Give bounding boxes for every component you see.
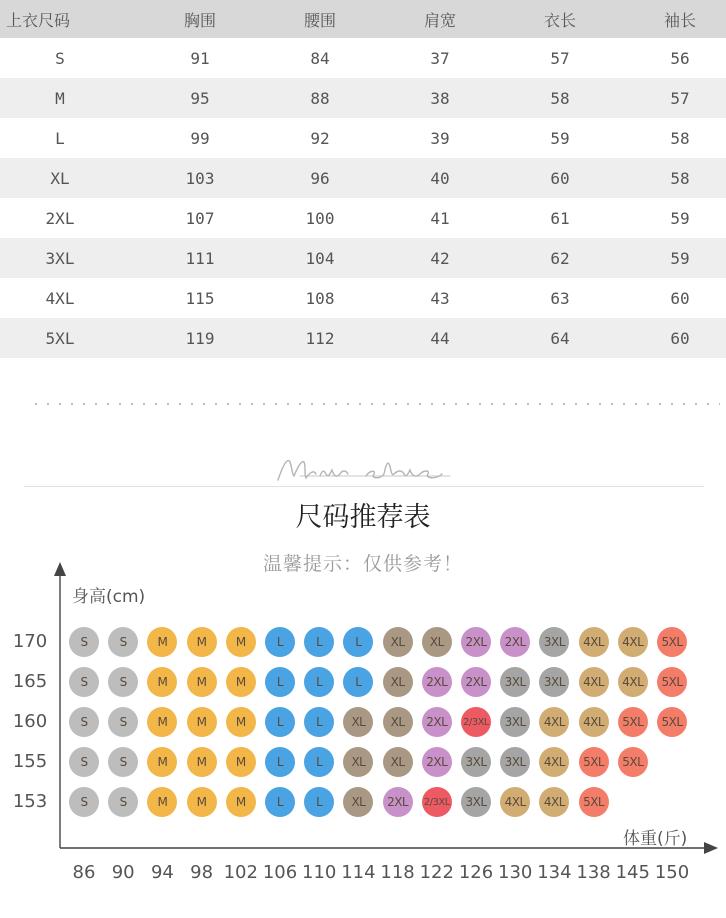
size-dot: 2/3XL [422,787,452,817]
size-dot: XL [383,627,413,657]
table-cell: 39 [430,128,450,148]
weight-tick-label: 138 [576,862,611,883]
table-cell: 92 [310,128,330,148]
table-cell: 108 [305,288,335,308]
table-cell: 88 [310,88,330,108]
x-axis-arrow [704,842,718,854]
table-cell: 38 [430,88,450,108]
size-dot: S [69,667,99,697]
size-dot: 2XL [500,627,530,657]
brand-divider [24,486,704,487]
weight-tick-label: 130 [498,862,533,883]
weight-tick-label: 118 [380,862,415,883]
size-dot: 4XL [539,707,569,737]
size-dot: S [108,667,138,697]
size-dot: L [265,707,295,737]
size-dot: 5XL [618,707,648,737]
size-dot: S [69,747,99,777]
size-dot: M [226,667,256,697]
size-dot: 2XL [461,627,491,657]
size-dot: M [226,707,256,737]
size-dot: XL [383,667,413,697]
table-cell: 58 [670,128,690,148]
table-cell: 103 [185,168,215,188]
table-cell: 43 [430,288,450,308]
table-cell: 59 [670,208,690,228]
table-cell: 115 [185,288,215,308]
table-cell: 95 [190,88,210,108]
size-dot: 4XL [539,747,569,777]
size-dot: M [147,707,177,737]
table-cell: 62 [550,248,570,268]
size-dot: L [304,627,334,657]
table-row [0,158,726,198]
table-cell: 60 [550,168,570,188]
size-table [0,0,726,358]
table-cell: M [55,88,65,108]
size-dot: S [69,787,99,817]
size-dot: 2XL [422,747,452,777]
table-cell: 119 [185,328,215,348]
size-dot: 3XL [500,667,530,697]
table-cell: 112 [305,328,335,348]
table-cell: 58 [670,168,690,188]
table-cell: 99 [190,128,210,148]
size-dot: 2XL [422,707,452,737]
weight-tick-label: 86 [72,862,96,883]
table-cell: 60 [670,328,690,348]
size-dot: 3XL [539,667,569,697]
table-cell: L [55,128,65,148]
size-dot: 3XL [539,627,569,657]
size-dot: 4XL [618,627,648,657]
size-dot: XL [422,627,452,657]
height-tick-label: 153 [12,791,48,812]
weight-tick-label: 150 [654,862,690,883]
size-dot: XL [383,747,413,777]
size-dot: 3XL [461,787,491,817]
size-dot: 3XL [500,747,530,777]
size-dot: 5XL [657,627,687,657]
y-axis-arrow [54,562,66,576]
brand-logo [270,452,460,486]
header-cell: 上衣尺码 [6,10,71,30]
weight-tick-label: 106 [262,862,298,883]
size-dot: XL [343,747,373,777]
height-tick-label: 160 [12,711,48,732]
size-dot: 5XL [657,707,687,737]
table-cell: 84 [310,48,330,68]
size-dot: L [304,747,334,777]
size-dot: 4XL [579,627,609,657]
size-dot: S [69,707,99,737]
table-cell: 96 [310,168,330,188]
size-dot: 4XL [618,667,648,697]
size-dot: S [108,787,138,817]
size-dot: XL [343,787,373,817]
size-dot: S [69,627,99,657]
table-row [0,78,726,118]
table-cell: 57 [550,48,570,68]
size-dot: L [265,747,295,777]
table-cell: 57 [670,88,690,108]
table-cell: 5XL [45,328,75,348]
table-row [0,38,726,78]
y-axis-title: 身高(cm) [72,587,146,607]
table-cell: 44 [430,328,450,348]
size-dot: 5XL [657,667,687,697]
size-dot: M [226,787,256,817]
height-tick-label: 165 [12,671,48,692]
size-dot: 4XL [539,787,569,817]
table-cell: 91 [190,48,210,68]
weight-tick-label: 110 [302,862,337,883]
size-dot: 2XL [461,667,491,697]
size-dot: L [304,667,334,697]
table-cell: 59 [670,248,690,268]
size-dot: M [187,747,217,777]
size-dot: L [265,787,295,817]
table-row [0,238,726,278]
header-cell: 胸围 [183,10,216,30]
size-table-header [0,0,726,38]
size-dot: 3XL [500,707,530,737]
size-dot: 4XL [579,707,609,737]
size-dot: M [147,627,177,657]
size-dot: L [304,787,334,817]
size-dot: 5XL [618,747,648,777]
table-cell: S [55,48,65,68]
size-dot: 3XL [461,747,491,777]
height-tick-label: 170 [12,631,48,652]
table-cell: 104 [305,248,335,268]
size-dot: L [343,627,373,657]
table-row [0,318,726,358]
size-dot: M [147,667,177,697]
size-dot: L [265,627,295,657]
size-dot: M [187,787,217,817]
table-cell: 61 [550,208,570,228]
size-dot: M [226,747,256,777]
table-row [0,198,726,238]
table-cell: 2XL [45,208,75,228]
table-cell: 4XL [45,288,75,308]
weight-tick-label: 145 [615,862,650,883]
table-cell: 60 [670,288,690,308]
size-dot: 2XL [383,787,413,817]
size-dot: 5XL [579,747,609,777]
dotted-divider [30,403,720,405]
size-dot: 5XL [579,787,609,817]
weight-tick-label: 122 [419,862,454,883]
size-recommendation-chart [0,560,726,918]
header-cell: 袖长 [663,10,696,30]
table-cell: 41 [430,208,450,228]
table-cell: 58 [550,88,570,108]
x-axis-title: 体重(斤) [623,829,688,849]
table-cell: 100 [305,208,335,228]
table-cell: 3XL [45,248,75,268]
size-dot: S [108,627,138,657]
header-cell: 衣长 [543,10,576,30]
table-row [0,278,726,318]
size-dot: M [187,667,217,697]
size-dot: M [226,627,256,657]
tip-text: 温馨提示：仅供参考！ [262,553,463,575]
size-dot: S [108,707,138,737]
size-dot: 4XL [579,667,609,697]
table-cell: 63 [550,288,570,308]
table-cell: 107 [185,208,215,228]
table-cell: 37 [430,48,450,68]
size-dot: L [343,667,373,697]
table-cell: 56 [670,48,690,68]
header-cell: 腰围 [303,10,336,30]
weight-tick-label: 114 [341,862,376,883]
size-dot: M [187,707,217,737]
table-cell: 42 [430,248,450,268]
size-dot: M [147,747,177,777]
size-dot: 4XL [500,787,530,817]
table-cell: 59 [550,128,570,148]
size-dot: M [187,627,217,657]
size-dot: 2XL [422,667,452,697]
table-cell: XL [50,168,70,188]
weight-tick-label: 134 [537,862,572,883]
height-tick-label: 155 [12,751,48,772]
weight-tick-label: 90 [111,862,135,883]
page-title: 尺码推荐表 [295,502,431,533]
size-dot: XL [383,707,413,737]
size-dot: S [108,747,138,777]
size-dot: 2/3XL [461,707,491,737]
size-dot: M [147,787,177,817]
weight-tick-label: 94 [150,862,174,883]
table-cell: 111 [185,248,215,268]
table-cell: 40 [430,168,450,188]
size-dot: L [304,707,334,737]
size-dot: XL [343,707,373,737]
weight-tick-label: 126 [458,862,494,883]
table-row [0,118,726,158]
table-cell: 64 [550,328,570,348]
header-cell: 肩宽 [423,10,456,30]
weight-tick-label: 98 [190,862,214,883]
weight-tick-label: 102 [223,862,258,883]
size-dot: L [265,667,295,697]
